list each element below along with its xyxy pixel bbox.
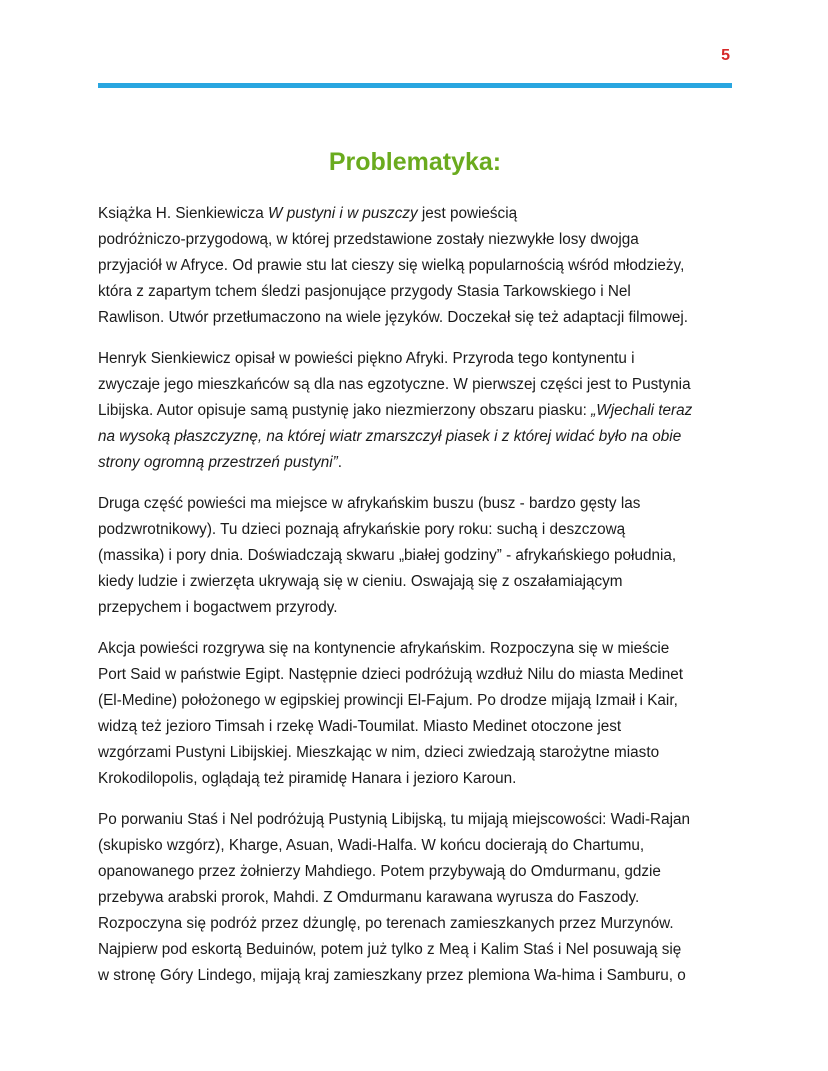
italic-text-run: na wysoką płaszczyznę, na której wiatr zmarszczył piasek i z której widać było na obie: [98, 428, 682, 445]
text-run: (massika) i pory dnia. Doświadczają skwaru „białej godziny” - afrykańskiego południa,: [98, 547, 677, 564]
text-run: kiedy ludzie i zwierzęta ukrywają się w cieniu. Oswajają się z oszałamiającym: [98, 573, 623, 590]
text-run: .: [337, 454, 343, 471]
page-number: 5: [721, 47, 730, 64]
italic-text-run: „Wjechali teraz: [591, 402, 693, 419]
paragraph: [98, 346, 732, 476]
header-rule: [98, 83, 732, 88]
text-run: opanowanego przez żołnierzy Mahdiego. Potem przybywają do Omdurmanu, gdzie: [98, 863, 661, 880]
text-run: Druga część powieści ma miejsce w afrykańskim buszu (busz - bardzo gęsty las: [98, 495, 641, 512]
text-run: Najpierw pod eskortą Beduinów, potem już tylko z Meą i Kalim Staś i Nel posuwają się: [98, 941, 682, 958]
text-run: wzgórzami Pustyni Libijskiej. Mieszkając w nim, dzieci zwiedzają starożytne miasto: [98, 744, 660, 761]
text-run: podzwrotnikowy). Tu dzieci poznają afrykańskie pory roku: suchą i deszczową: [98, 521, 626, 538]
paragraph: [98, 636, 732, 792]
text-run: Libijska. Autor opisuje samą pustynię jako niezmierzony obszaru piasku:: [98, 402, 592, 419]
text-run: Rawlison. Utwór przetłumaczono na wiele języków. Doczekał się też adaptacji filmowej.: [98, 309, 689, 326]
text-run: Książka H. Sienkiewicza: [98, 205, 269, 222]
paragraph: [98, 491, 732, 621]
text-run: Krokodilopolis, oglądają też piramidę Hanara i jezioro Karoun.: [98, 770, 517, 787]
text-run: Port Said w państwie Egipt. Następnie dzieci podróżują wzdłuż Nilu do miasta Medinet: [98, 666, 683, 683]
paragraph: [98, 201, 732, 331]
text-run: widzą też jezioro Timsah i rzekę Wadi-Toumilat. Miasto Medinet otoczone jest: [98, 718, 622, 735]
text-run: (skupisko wzgórz), Kharge, Asuan, Wadi-Halfa. W końcu docierają do Chartumu,: [98, 837, 645, 854]
text-run: Rozpoczyna się podróż przez dżunglę, po terenach zamieszkanych przez Murzynów.: [98, 915, 674, 932]
text-run: która z zapartym tchem śledzi pasjonujące przygody Stasia Tarkowskiego i Nel: [98, 283, 631, 300]
text-run: przepychem i bogactwem przyrody.: [98, 599, 338, 616]
section-title: Problematyka:: [328, 148, 502, 176]
text-run: zwyczaje jego mieszkańców są dla nas egzotyczne. W pierwszej części jest to Pustynia: [98, 376, 691, 393]
text-run: w stronę Góry Lindego, mijają kraj zamieszkany przez plemiona Wa-hima i Samburu, o: [98, 967, 686, 984]
text-run: (El-Medine) położonego w egipskiej prowincji El-Fajum. Po drodze mijają Izmaił i Kair,: [98, 692, 678, 709]
italic-text-run: W pustyni i w puszczy: [268, 205, 418, 222]
text-run: Po porwaniu Staś i Nel podróżują Pustynią Libijską, tu mijają miejscowości: Wadi-Rajan: [98, 811, 691, 828]
italic-text-run: strony ogromną przestrzeń pustyni”: [98, 454, 338, 471]
text-run: jest powieścią: [417, 205, 518, 222]
text-run: przyjaciół w Afryce. Od prawie stu lat cieszy się wielką popularnością wśród młodzieży,: [98, 257, 685, 274]
text-run: przebywa arabski prorok, Mahdi. Z Omdurmanu karawana wyrusza do Faszody.: [98, 889, 640, 906]
text-run: podróżniczo-przygodową, w której przedstawione zostały niezwykłe losy dwojga: [98, 231, 639, 248]
text-run: Henryk Sienkiewicz opisał w powieści piękno Afryki. Przyroda tego kontynentu i: [98, 350, 635, 367]
body-text: [98, 201, 732, 1004]
paragraph: [98, 807, 732, 989]
text-run: Akcja powieści rozgrywa się na kontynencie afrykańskim. Rozpoczyna się w mieście: [98, 640, 670, 657]
